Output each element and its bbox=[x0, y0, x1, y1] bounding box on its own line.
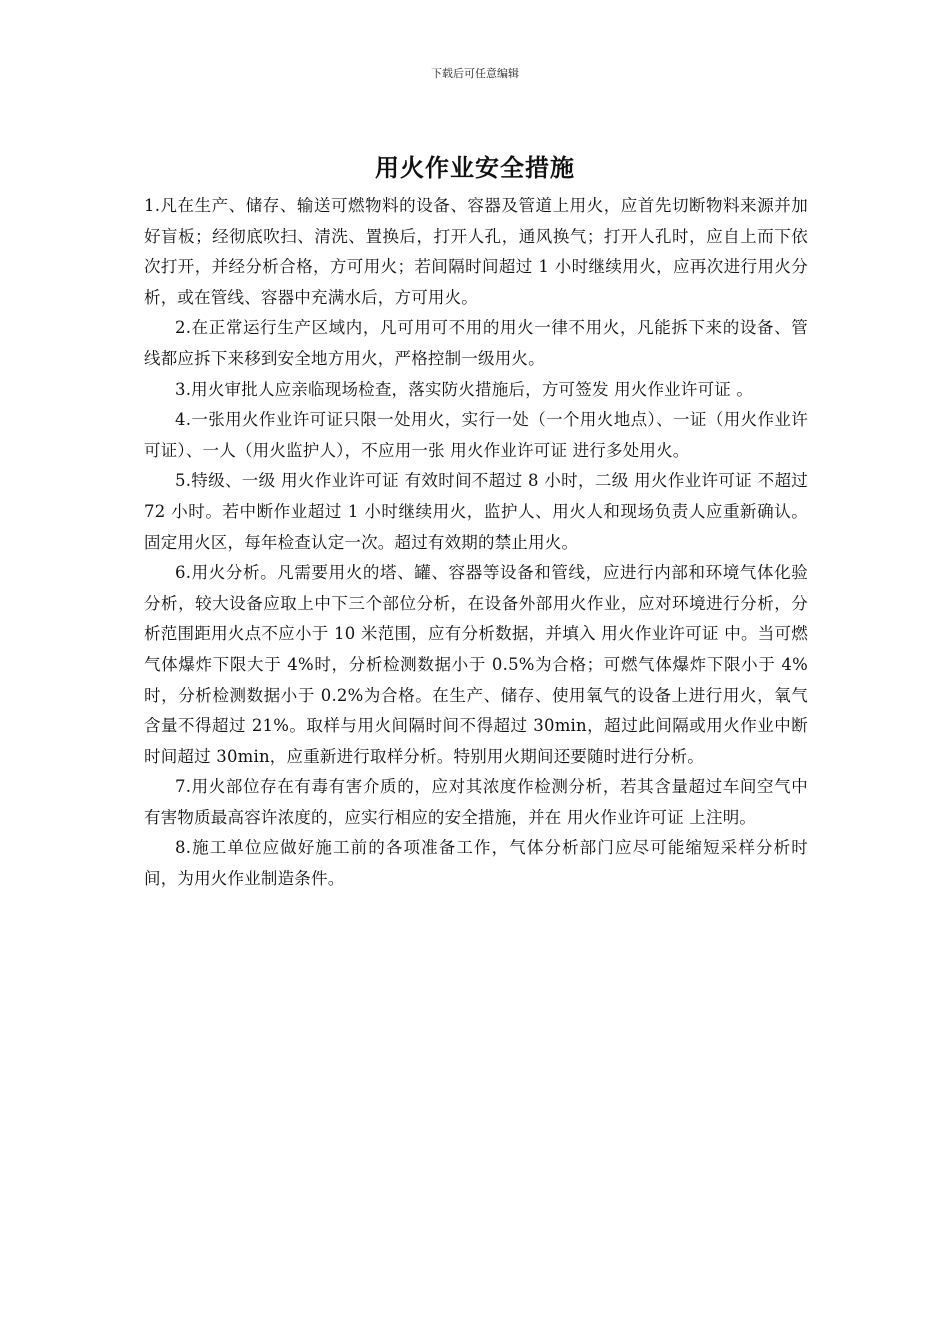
paragraph-3: 3.用火审批人应亲临现场检查，落实防火措施后，方可签发 用火作业许可证 。 bbox=[175, 379, 754, 399]
paragraph-2: 2.在正常运行生产区域内，凡可用可不用的用火一律不用火，凡能拆下来的设备、管线都应拆下来移到安全地方用火，严格控制一级用火。 bbox=[144, 318, 808, 368]
paragraph-6: 6.用火分析。凡需要用火的塔、罐、容器等设备和管线，应进行内部和环境气体化验分析，较大设备应取上中下三个部位分析，在设备外部用火作业，应对环境进行分析，分析范围距用火点不应小于 10 米范围，应有分析数据，并填入 用火作业许可证 中。当可燃气体爆炸下限大于 4%时，分析检测数据小于 0.5%为合格；可燃气体爆炸下限小于 4%时，分析检测数据小于 0.2%为合格。在生产、储存、使用氧气的设备上进行用火，氧气含量不得超过 21%。取样与用火间隔时间不得超过 30min，超过此间隔或用火作业中断时间超过 30min，应重新进行取样分析。特别用火期间还要随时进行分析。 bbox=[144, 563, 808, 766]
paragraph-5: 5.特级、一级 用火作业许可证 有效时间不超过 8 小时，二级 用火作业许可证 不超过 72 小时。若中断作业超过 1 小时继续用火，监护人、用火人和现场负责人应重新确认。固定用火区，每年检查认定一次。超过有效期的禁止用火。 bbox=[144, 471, 808, 552]
paragraph-1: 1.凡在生产、储存、输送可燃物料的设备、容器及管道上用火，应首先切断物料来源并加好盲板；经彻底吹扫、清洗、置换后，打开人孔，通风换气；打开人孔时，应自上而下依次打开，并经分析合格，方可用火；若间隔时间超过 1 小时继续用火，应再次进行用火分析，或在管线、容器中充满水后，方可用火。 bbox=[144, 196, 808, 307]
document-title: 用火作业安全措施 bbox=[375, 153, 575, 182]
paragraph-8: 8.施工单位应做好施工前的各项准备工作，气体分析部门应尽可能缩短采样分析时间，为用火作业制造条件。 bbox=[144, 838, 808, 889]
paragraph-4: 4.一张用火作业许可证只限一处用火，实行一处（一个用火地点）、一证（用火作业许可证）、一人（用火监护人），不应用一张 用火作业许可证 进行多处用火。 bbox=[144, 410, 808, 460]
paragraph-7: 7.用火部位存在有毒有害介质的，应对其浓度作检测分析，若其含量超过车间空气中有害物质最高容许浓度的，应实行相应的安全措施，并在 用火作业许可证 上注明。 bbox=[144, 777, 808, 827]
header-note: 下载后可任意编辑 bbox=[431, 67, 519, 80]
document-body bbox=[144, 191, 808, 895]
